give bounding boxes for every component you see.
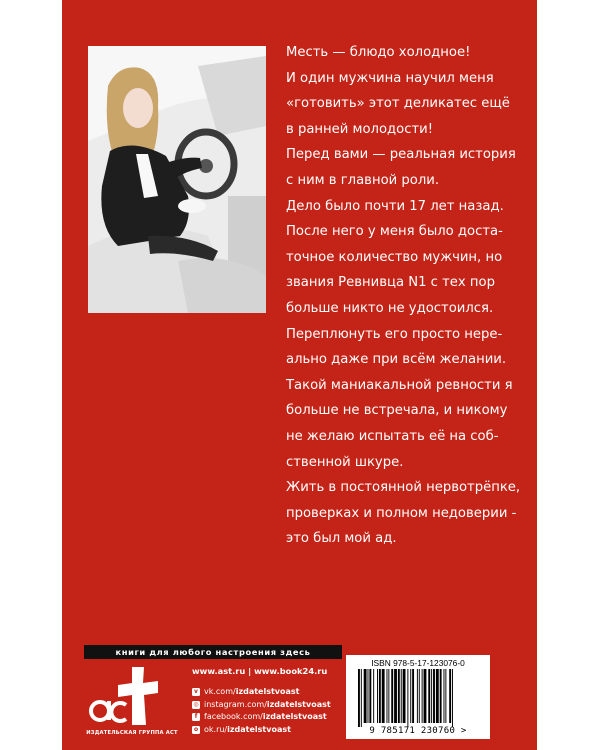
blurb-line: больше не встречала, и никому bbox=[286, 403, 508, 419]
book-back-cover bbox=[62, 0, 537, 750]
barcode-bar bbox=[391, 669, 393, 723]
blurb-line: И один мужчина научил меня bbox=[286, 70, 494, 86]
blurb-line: больше никто не удостоился. bbox=[286, 300, 494, 316]
publisher-caption: ИЗДАТЕЛЬСКАЯ ГРУППА АСТ bbox=[86, 730, 178, 736]
barcode-bar bbox=[407, 669, 408, 727]
blurb-line: звания Ревнивца N1 с тех пор bbox=[286, 275, 495, 291]
barcode-bar bbox=[419, 669, 420, 723]
barcode-bar bbox=[431, 669, 432, 723]
barcode-bar bbox=[422, 669, 423, 723]
isbn-number: ISBN 978-5-17-123076-0 bbox=[371, 658, 465, 668]
author-photo-illustration bbox=[88, 46, 266, 313]
blurb-line: это был мой ад. bbox=[286, 531, 397, 547]
barcode-bar bbox=[424, 669, 427, 723]
social-link-handle: izdatelstvoast bbox=[235, 687, 300, 696]
barcode-bar bbox=[394, 669, 397, 723]
barcode-bar bbox=[444, 669, 445, 723]
barcode-bar bbox=[377, 669, 378, 723]
barcode-bar bbox=[417, 669, 418, 723]
barcode-bar bbox=[403, 669, 406, 723]
barcode-bar bbox=[436, 669, 439, 723]
blurb-line: ственной шкуре. bbox=[286, 454, 404, 470]
social-link-instagram[interactable] bbox=[192, 699, 331, 712]
barcode-bar bbox=[433, 669, 435, 723]
barcode-bar bbox=[445, 669, 446, 723]
vk-icon: v bbox=[192, 688, 200, 696]
barcode-bar bbox=[412, 669, 414, 723]
blurb-line: ально даже при всём желании. bbox=[286, 352, 507, 368]
blurb-line: в ранней молодости! bbox=[286, 121, 434, 137]
barcode-bar bbox=[398, 669, 400, 723]
instagram-icon: ◎ bbox=[193, 700, 199, 708]
barcode-bar bbox=[388, 669, 389, 723]
barcode-bar bbox=[410, 669, 411, 723]
social-link-prefix: ok.ru/ bbox=[204, 724, 228, 734]
barcode-bar bbox=[440, 669, 442, 723]
blurb-line: Месть — блюдо холодное! bbox=[286, 45, 471, 60]
social-link-handle: izdatelstvoast bbox=[262, 712, 327, 721]
barcode-bar bbox=[358, 669, 360, 727]
barcode-bar bbox=[368, 669, 369, 723]
barcode-bar bbox=[428, 669, 430, 723]
blurb-line: Дело было почти 17 лет назад. bbox=[286, 198, 504, 214]
barcode-bar bbox=[361, 669, 362, 727]
barcode-bar bbox=[373, 669, 374, 723]
blurb-line: с ним в главной роли. bbox=[286, 172, 440, 188]
blurb-text bbox=[286, 40, 526, 552]
social-link-prefix: instagram.com/ bbox=[204, 699, 267, 709]
social-links bbox=[192, 686, 331, 736]
blurb-line: После него у меня было доста- bbox=[286, 224, 503, 240]
blurb-line: Жить в постоянной нервотрёпке, bbox=[286, 480, 521, 496]
blurb-line: точное количество мужчин, но bbox=[286, 249, 503, 265]
social-link-handle: izdatelstvoast bbox=[227, 724, 291, 734]
blurb-line: «готовить» этот деликатес ещё bbox=[286, 96, 510, 112]
social-link-odnoklassniki[interactable] bbox=[192, 724, 331, 737]
barcode-bar bbox=[401, 669, 402, 723]
tagline-banner: книги для любого настроения здесь bbox=[84, 645, 342, 659]
barcode-bar bbox=[449, 669, 451, 723]
barcode-digits: 9 785171 230760 > bbox=[369, 726, 467, 736]
barcode-bar bbox=[382, 669, 385, 723]
barcode-bar bbox=[364, 669, 367, 723]
barcode-bar bbox=[369, 669, 371, 723]
odnoklassniki-icon: o bbox=[193, 725, 199, 733]
isbn-barcode-block bbox=[346, 655, 490, 739]
barcode-bar bbox=[387, 669, 388, 723]
barcode-bar bbox=[452, 669, 453, 727]
facebook-icon: f bbox=[192, 713, 200, 721]
blurb-line: Перед вами — реальная история bbox=[286, 147, 516, 163]
author-photo bbox=[88, 46, 266, 313]
ast-logo-icon bbox=[88, 665, 166, 731]
social-link-prefix: vk.com/ bbox=[204, 687, 236, 696]
blurb-line: проверках и полном недоверии - bbox=[286, 505, 517, 521]
barcode-icon bbox=[356, 669, 480, 727]
social-link-handle: izdatelstvoast bbox=[266, 699, 331, 709]
barcode-bar bbox=[379, 669, 381, 723]
social-link-prefix: facebook.com/ bbox=[204, 712, 263, 721]
blurb-line: не желаю испытать её на соб- bbox=[286, 428, 499, 444]
social-link-facebook[interactable] bbox=[192, 711, 331, 724]
social-link-vk[interactable] bbox=[192, 686, 331, 699]
blurb-line: Переплюнуть его просто нере- bbox=[286, 326, 503, 342]
blurb-line: Такой маниакальной ревности я bbox=[286, 377, 513, 393]
publisher-websites[interactable]: www.ast.ru | www.book24.ru bbox=[192, 666, 328, 676]
